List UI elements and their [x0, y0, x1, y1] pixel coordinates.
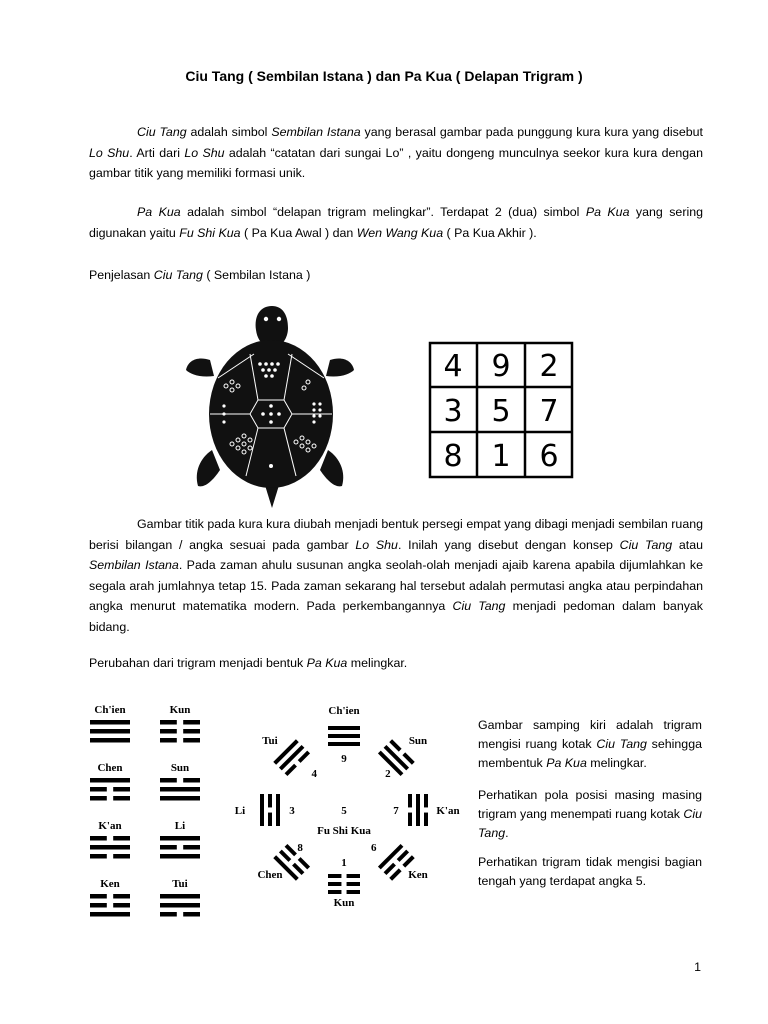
- trigram-symbol-icon: [273, 739, 310, 776]
- trigram-item: [160, 762, 200, 801]
- trigram-list-diagram: [90, 700, 220, 925]
- fu-shi-trigram: [393, 794, 459, 826]
- trigram-symbol-icon: [160, 894, 200, 917]
- trigram-symbol-icon: [90, 894, 130, 917]
- page-number: 1: [694, 960, 701, 974]
- trigram-number: 2: [385, 768, 391, 781]
- grid-cell: 1: [491, 439, 511, 474]
- grid-cell: 3: [443, 394, 463, 429]
- trigram-item: [90, 704, 130, 743]
- side-note-1: Gambar samping kiri adalah trigram mengisi ruang kotak Ciu Tang sehingga membentuk Pa Kua melingkar.: [478, 718, 702, 770]
- trigram-symbol-icon: [328, 726, 360, 746]
- grid-cell: 9: [491, 349, 511, 384]
- trigram-number: 1: [341, 857, 347, 869]
- fu-shi-trigram: [378, 735, 427, 780]
- trigram-label: Ken: [408, 869, 428, 881]
- document-title: Ciu Tang ( Sembilan Istana ) dan Pa Kua ( Delapan Trigram ): [185, 68, 583, 84]
- grid-cell: 7: [539, 394, 559, 429]
- trigram-number: 4: [311, 768, 318, 781]
- trigram-label: Tui: [172, 878, 188, 890]
- paragraph-ciu-tang: Ciu Tang adalah simbol Sembilan Istana yang berasal gambar pada punggung kura kura yang disebut Lo Shu. Arti dari Lo Shu adalah “catatan dari sungai Lo” , yaitu dongeng munculnya seekor kura kura dengan gambar titik yang memiliki formasi unik.: [89, 125, 703, 180]
- trigram-number: 7: [393, 805, 399, 817]
- grid-cell: 6: [539, 439, 559, 474]
- trigram-symbol-icon: [260, 794, 280, 826]
- trigram-label: Chen: [257, 869, 283, 881]
- fu-shi-trigram: [328, 705, 360, 765]
- grid-cell: 5: [491, 394, 511, 429]
- trigram-number: 9: [341, 753, 347, 765]
- trigram-item: [90, 762, 130, 801]
- center-number: 5: [341, 805, 347, 817]
- side-note-3: Perhatikan trigram tidak mengisi bagian tengah yang terdapat angka 5.: [478, 855, 702, 888]
- grid-cell: 4: [443, 349, 463, 384]
- center-label: Fu Shi Kua: [317, 825, 371, 837]
- trigram-label: Sun: [170, 762, 190, 774]
- trigram-item: [90, 878, 130, 917]
- trigram-number: 8: [297, 841, 303, 854]
- fu-shi-trigram: [262, 735, 317, 780]
- trigram-label: Li: [234, 805, 246, 817]
- trigram-label: Chen: [97, 762, 123, 774]
- grid-cell: 2: [539, 349, 559, 384]
- trigram-label: Ch'ien: [328, 705, 360, 717]
- trigram-item: [160, 878, 200, 917]
- trigram-label: Li: [174, 820, 186, 832]
- trigram-label: Kun: [169, 704, 191, 716]
- trigram-symbol-icon: [328, 874, 360, 894]
- fu-shi-trigram: [235, 794, 295, 826]
- lo-shu-turtle-illustration: [180, 302, 360, 514]
- trigram-symbol-icon: [160, 720, 200, 743]
- trigram-symbol-icon: [90, 720, 130, 743]
- trigram-symbol-icon: [408, 794, 428, 826]
- trigram-label: Kun: [333, 897, 355, 909]
- trigram-label: Ch'ien: [94, 704, 126, 716]
- trigram-label: Sun: [408, 735, 428, 747]
- trigram-symbol-icon: [90, 778, 130, 801]
- fu-shi-kua-diagram: [222, 700, 466, 924]
- fu-shi-trigram: [257, 842, 310, 881]
- trigram-label: K'an: [436, 805, 460, 817]
- trigram-number: 3: [289, 805, 295, 817]
- grid-cell: 8: [443, 439, 463, 474]
- trigram-item: [160, 704, 200, 743]
- trigram-item: [90, 820, 130, 859]
- trigram-label: Tui: [262, 735, 278, 747]
- lo-shu-magic-square: [428, 341, 574, 479]
- heading-perubahan: Perubahan dari trigram menjadi bentuk Pa Kua melingkar.: [89, 656, 408, 670]
- trigram-symbol-icon: [160, 836, 200, 859]
- trigram-symbol-icon: [160, 778, 200, 801]
- paragraph-gambar-titik: Gambar titik pada kura kura diubah menjadi bentuk persegi empat yang dibagi menjadi sembilan ruang berisi bilangan / angka sesuai pada gambar Lo Shu. Inilah yang disebut dengan konsep Ciu Tang atau Sembilan Istana. Pada zaman ahulu susunan angka seolah-olah menjadi ajaib karena apabila dijumlahkan ke segala arah jumlahnya tetap 15. Pada zaman sekarang hal tersebut adalah permutasi angka atau perpindahan angka menurut matematika modern. Pada perkembangannya Ciu Tang menjadi pedoman dalam banyak bidang.: [89, 517, 703, 634]
- trigram-item: [160, 820, 200, 859]
- trigram-label: Ken: [100, 878, 120, 890]
- side-note-2: Perhatikan pola posisi masing masing trigram yang menempati ruang kotak Ciu Tang.: [478, 788, 702, 840]
- paragraph-pa-kua: Pa Kua adalah simbol “delapan trigram melingkar”. Terdapat 2 (dua) simbol Pa Kua yang sering digunakan yaitu Fu Shi Kua ( Pa Kua Awal ) dan Wen Wang Kua ( Pa Kua Akhir ).: [89, 205, 703, 240]
- fu-shi-trigram: [328, 857, 360, 909]
- trigram-symbol-icon: [90, 836, 130, 859]
- trigram-label: K'an: [98, 820, 122, 832]
- trigram-number: 6: [370, 841, 377, 854]
- heading-penjelasan: Penjelasan Ciu Tang ( Sembilan Istana ): [89, 268, 311, 282]
- fu-shi-trigram: [371, 842, 428, 881]
